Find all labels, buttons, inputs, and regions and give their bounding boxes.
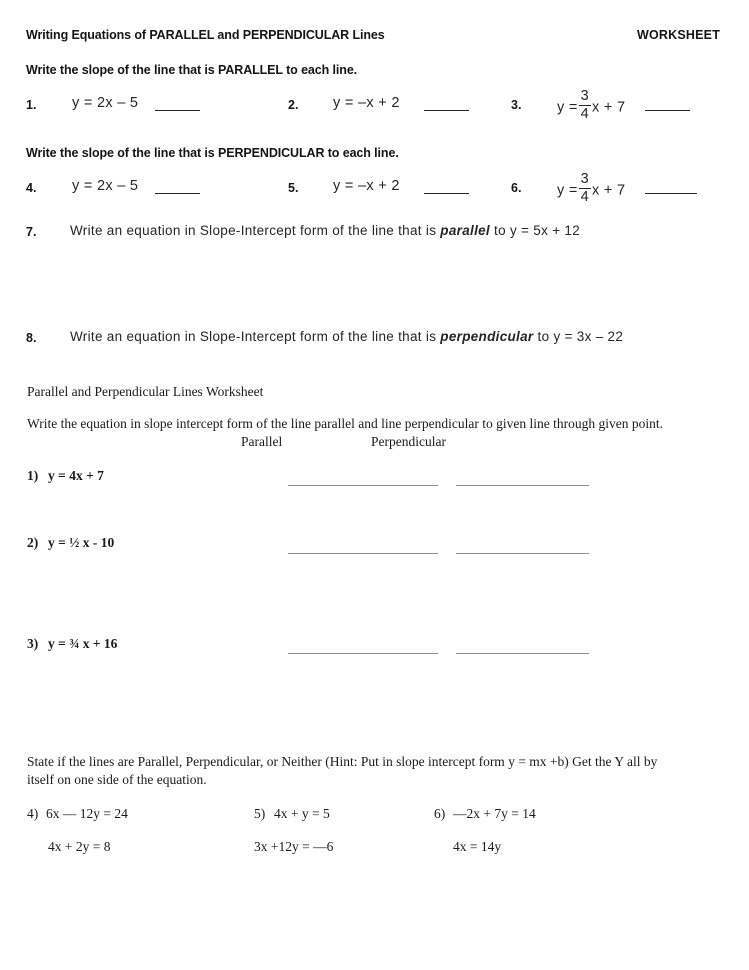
problem-number: 7. [26, 225, 37, 239]
section-b-item-equation: y = ½ x - 10 [48, 535, 115, 550]
fraction-three-fourths [579, 89, 591, 122]
equation-expression: –x + 2 [358, 178, 400, 194]
problem-number: 3. [511, 98, 522, 112]
perpendicular-heading: Write the slope of the line that is PERPENDICULAR to each line. [26, 146, 399, 160]
equation-lhs: y = [333, 178, 354, 194]
system-equation-bottom: 4x + 2y = 8 [48, 839, 111, 854]
section-b-item-equation: y = 4x + 7 [48, 468, 104, 483]
written-problem-7 [70, 223, 580, 238]
equation-5 [333, 178, 400, 194]
system-number: 5) [254, 806, 266, 821]
problem-number: 2. [288, 98, 299, 112]
answer-rule-perpendicular-1[interactable] [456, 485, 589, 486]
written-emphasis: perpendicular [440, 329, 534, 344]
section-b-title: Parallel and Perpendicular Lines Worksheet [27, 384, 264, 399]
equation-tail: x + 7 [592, 182, 626, 199]
equation-lhs: y = [72, 178, 93, 194]
equation-6 [557, 172, 625, 205]
system-number: 6) [434, 806, 446, 821]
answer-rule-parallel-2[interactable] [288, 553, 438, 554]
answer-rule-parallel-1[interactable] [288, 485, 438, 486]
answer-blank-5[interactable] [424, 179, 469, 194]
worksheet-label: WORKSHEET [637, 28, 721, 42]
system-equation-top: 4x + y = 5 [274, 806, 330, 821]
equation-tail: x + 7 [592, 99, 626, 116]
written-prefix: Write an equation in Slope-Intercept form of the line that is [70, 223, 441, 238]
section-b-item-number: 3) [27, 636, 39, 651]
parallel-heading: Write the slope of the line that is PARALLEL to each line. [26, 63, 358, 77]
answer-blank-1[interactable] [155, 96, 200, 111]
system-equation-top: —2x + 7y = 14 [453, 806, 536, 821]
equation-2 [333, 95, 400, 111]
system-equation-bottom: 4x = 14y [453, 839, 502, 854]
equation-lhs: y = [557, 99, 578, 116]
fraction-numerator: 3 [580, 88, 590, 104]
fraction-numerator: 3 [580, 171, 590, 187]
section-c-instruction-line2: itself on one side of the equation. [27, 772, 207, 787]
fraction-denominator: 4 [580, 105, 590, 122]
equation-expression: 2x – 5 [97, 178, 139, 194]
section-b-item-number: 1) [27, 468, 39, 483]
section-b-item-number: 2) [27, 535, 39, 550]
equation-4 [72, 178, 138, 194]
answer-rule-perpendicular-2[interactable] [456, 553, 589, 554]
system-equation-bottom: 3x +12y = —6 [254, 839, 334, 854]
answer-blank-6[interactable] [645, 179, 697, 194]
equation-lhs: y = [72, 95, 93, 111]
section-b-instruction: Write the equation in slope intercept form of the line parallel and line perpendicular to given line through given point. [27, 416, 664, 431]
section-c-instruction-line1: State if the lines are Parallel, Perpendicular, or Neither (Hint: Put in slope intercept form y = mx +b) Get the Y all by [27, 754, 658, 769]
fraction-denominator: 4 [580, 188, 590, 205]
written-problem-8 [70, 329, 623, 344]
answer-rule-parallel-3[interactable] [288, 653, 438, 654]
equation-expression: 2x – 5 [97, 95, 139, 111]
problem-number: 6. [511, 181, 522, 195]
answer-blank-3[interactable] [645, 96, 690, 111]
problem-number: 8. [26, 331, 37, 345]
problem-number: 1. [26, 98, 37, 112]
written-suffix: to y = 3x – 22 [533, 329, 624, 344]
equation-1 [72, 95, 138, 111]
written-prefix: Write an equation in Slope-Intercept form of the line that is [70, 329, 441, 344]
written-emphasis: parallel [440, 223, 490, 238]
page-title: Writing Equations of PARALLEL and PERPENDICULAR Lines [26, 28, 385, 42]
column-header-parallel: Parallel [241, 434, 283, 449]
equation-expression: –x + 2 [358, 95, 400, 111]
answer-rule-perpendicular-3[interactable] [456, 653, 589, 654]
answer-blank-2[interactable] [424, 96, 469, 111]
system-number: 4) [27, 806, 39, 821]
problem-number: 4. [26, 181, 37, 195]
equation-lhs: y = [333, 95, 354, 111]
problem-number: 5. [288, 181, 299, 195]
system-equation-top: 6x — 12y = 24 [46, 806, 128, 821]
written-suffix: to y = 5x + 12 [489, 223, 581, 238]
section-b-item-equation: y = ¾ x + 16 [48, 636, 118, 651]
answer-blank-4[interactable] [155, 179, 200, 194]
column-header-perpendicular: Perpendicular [371, 434, 446, 449]
fraction-three-fourths [579, 172, 591, 205]
equation-3 [557, 89, 625, 122]
equation-lhs: y = [557, 182, 578, 199]
